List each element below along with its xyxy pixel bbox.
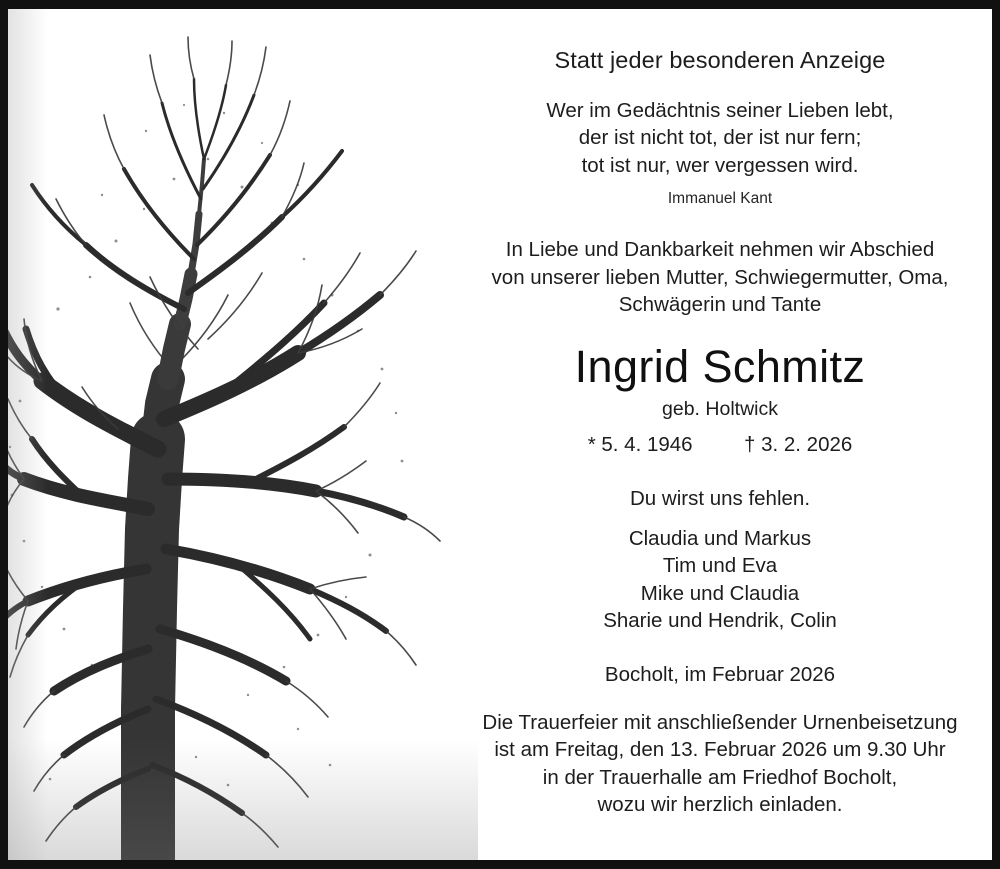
- obituary-inner: [8, 9, 992, 860]
- notice-headline: Statt jeder besonderen Anzeige: [554, 47, 886, 73]
- survivors-list: [448, 525, 992, 635]
- survivor-line: Mike und Claudia: [640, 581, 800, 605]
- survivor-line: Tim und Eva: [662, 554, 778, 578]
- death-date: † 3. 2. 2026: [743, 432, 853, 456]
- service-line: wozu wir herzlich einladen.: [597, 793, 843, 817]
- place-and-date: Bocholt, im Februar 2026: [604, 662, 836, 686]
- verse-author: Immanuel Kant: [667, 190, 773, 208]
- intro-line: Schwägerin und Tante: [618, 293, 822, 317]
- verse-line: der ist nicht tot, der ist nur fern;: [578, 126, 862, 150]
- service-line: ist am Freitag, den 13. Februar 2026 um 9.30 Uhr: [494, 738, 946, 762]
- life-dates: [448, 433, 992, 457]
- left-edge-fade: [8, 9, 48, 860]
- memorial-verse: [448, 97, 992, 179]
- intro-line: In Liebe und Dankbarkeit nehmen wir Abschied: [505, 238, 935, 262]
- service-line: in der Trauerhalle am Friedhof Bocholt,: [542, 765, 898, 789]
- survivor-line: Sharie und Hendrik, Colin: [603, 609, 837, 633]
- intro-text: [448, 236, 992, 318]
- deceased-name: Ingrid Schmitz: [574, 340, 866, 392]
- deceased-birth-name: geb. Holtwick: [662, 397, 778, 420]
- intro-line: von unserer lieben Mutter, Schwiegermutter, Oma,: [491, 265, 949, 289]
- survivor-line: Claudia und Markus: [628, 526, 812, 550]
- ground-shadow: [8, 740, 478, 860]
- notice-text-column: [448, 9, 992, 860]
- service-details: [448, 709, 992, 819]
- farewell-text: Du wirst uns fehlen.: [629, 486, 811, 510]
- verse-line: tot ist nur, wer vergessen wird.: [581, 153, 859, 177]
- verse-line: Wer im Gedächtnis seiner Lieben lebt,: [546, 99, 894, 122]
- birth-date: * 5. 4. 1946: [587, 432, 693, 456]
- service-line: Die Trauerfeier mit anschließender Urnenbeisetzung: [482, 710, 958, 734]
- bare-tree-illustration: [8, 9, 478, 860]
